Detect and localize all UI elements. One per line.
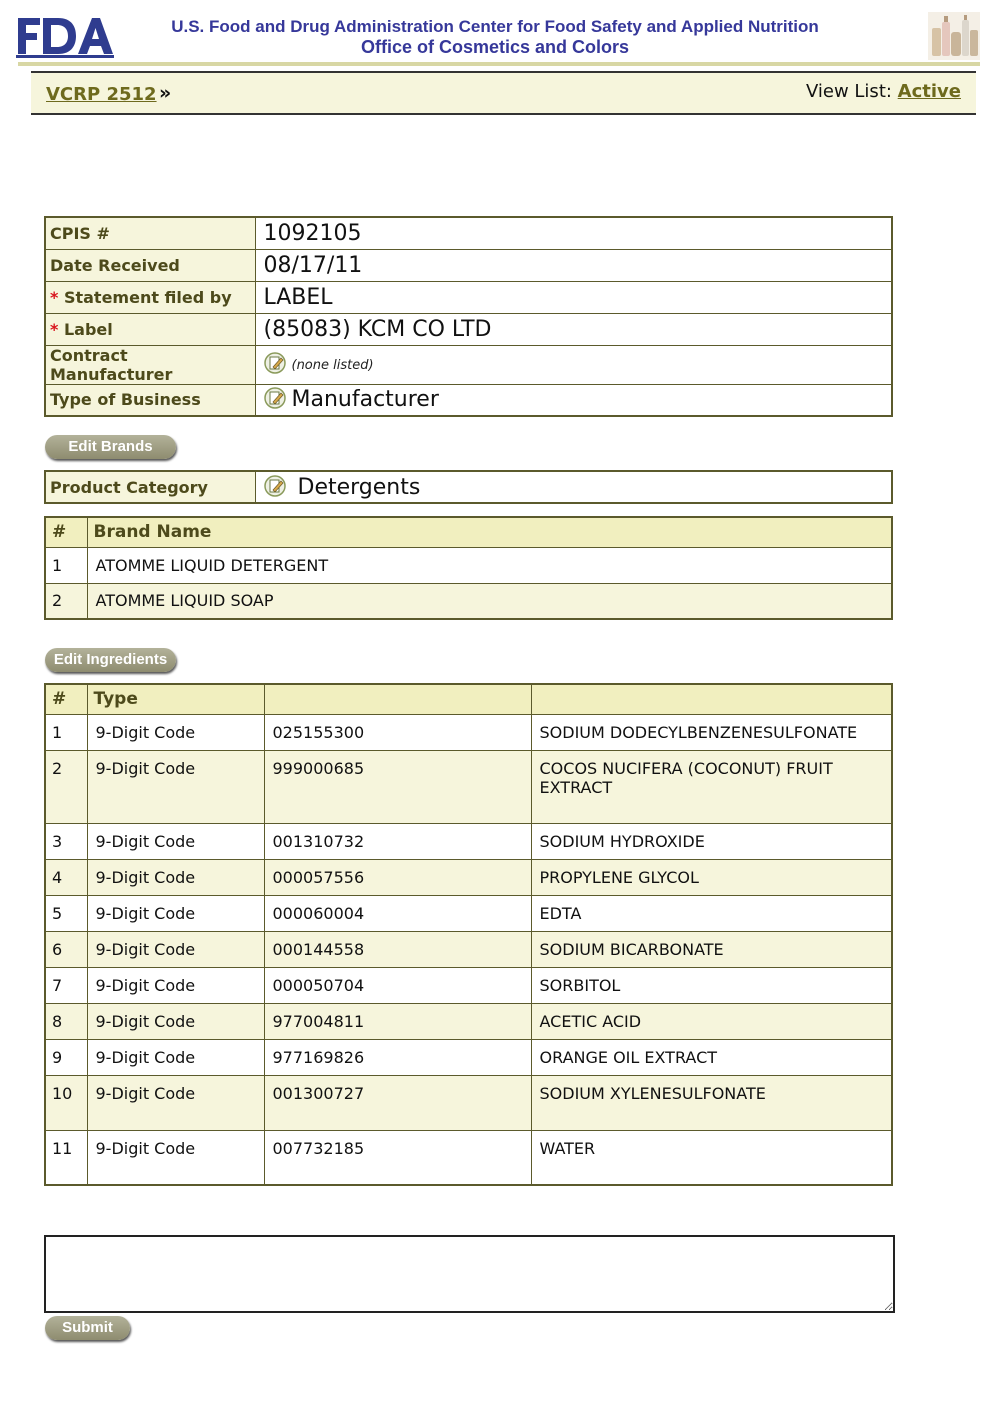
edit-icon[interactable] xyxy=(264,475,286,497)
table-row xyxy=(45,750,892,823)
ingredient-code: 000060004 xyxy=(264,895,531,931)
comment-textarea[interactable] xyxy=(44,1235,895,1313)
contract-manufacturer-value: (none listed) xyxy=(291,358,374,373)
table-row xyxy=(45,583,892,619)
table-row xyxy=(45,547,892,583)
product-category-table xyxy=(44,470,893,504)
ingredient-type: 9-Digit Code xyxy=(87,859,264,895)
cpis-row xyxy=(45,217,892,249)
brand-name: ATOMME LIQUID SOAP xyxy=(87,583,892,619)
edit-icon[interactable] xyxy=(264,352,286,374)
product-category-value: Detergents xyxy=(297,474,421,500)
type-of-business-value: Manufacturer xyxy=(291,387,439,413)
ingredient-type: 9-Digit Code xyxy=(87,931,264,967)
statement-filed-label-text: Statement filed by xyxy=(63,287,232,307)
ingredients-header-row xyxy=(45,684,892,714)
ingredient-type: 9-Digit Code xyxy=(87,1039,264,1075)
edit-brands-button[interactable]: Edit Brands xyxy=(45,435,176,459)
ingredient-number: 10 xyxy=(45,1075,87,1130)
breadcrumb-vcrp-link[interactable]: VCRP 2512 xyxy=(46,84,157,105)
fda-logo[interactable] xyxy=(16,14,114,58)
contract-manufacturer-cell xyxy=(255,345,892,384)
edit-ingredients-button[interactable]: Edit Ingredients xyxy=(45,648,176,672)
ingredient-code: 000057556 xyxy=(264,859,531,895)
ingredients-header-number: # xyxy=(45,684,87,714)
ingredient-type: 9-Digit Code xyxy=(87,823,264,859)
table-row xyxy=(45,1003,892,1039)
brands-header-row xyxy=(45,517,892,547)
table-row xyxy=(45,1039,892,1075)
table-row xyxy=(45,931,892,967)
ingredient-name: SORBITOL xyxy=(531,967,892,1003)
type-of-business-row xyxy=(45,384,892,416)
product-category-label: Product Category xyxy=(45,471,255,503)
cpis-label: CPIS # xyxy=(45,217,255,249)
ingredient-number: 4 xyxy=(45,859,87,895)
ingredient-name: ACETIC ACID xyxy=(531,1003,892,1039)
ingredient-type: 9-Digit Code xyxy=(87,1003,264,1039)
ingredient-code: 000144558 xyxy=(264,931,531,967)
table-row xyxy=(45,859,892,895)
view-list-active-link[interactable]: Active xyxy=(897,81,961,102)
ingredients-header-type: Type xyxy=(87,684,264,714)
ingredient-number: 6 xyxy=(45,931,87,967)
statement-filed-value: LABEL xyxy=(255,281,892,313)
required-marker: * xyxy=(50,319,59,339)
date-received-value: 08/17/11 xyxy=(255,249,892,281)
table-row xyxy=(45,714,892,750)
brands-header-number: # xyxy=(45,517,87,547)
edit-icon[interactable] xyxy=(264,387,286,409)
cpis-value: 1092105 xyxy=(255,217,892,249)
label-row xyxy=(45,313,892,345)
ingredient-name: SODIUM DODECYLBENZENESULFONATE xyxy=(531,714,892,750)
product-category-row xyxy=(45,471,892,503)
brand-number: 1 xyxy=(45,547,87,583)
ingredient-name: EDTA xyxy=(531,895,892,931)
ingredient-type: 9-Digit Code xyxy=(87,1130,264,1185)
product-category-cell xyxy=(255,471,892,503)
ingredient-type: 9-Digit Code xyxy=(87,714,264,750)
ingredient-name: SODIUM HYDROXIDE xyxy=(531,823,892,859)
ingredients-body xyxy=(45,714,892,1185)
ingredient-number: 9 xyxy=(45,1039,87,1075)
ingredient-code: 999000685 xyxy=(264,750,531,823)
header-divider xyxy=(18,62,980,66)
ingredient-number: 11 xyxy=(45,1130,87,1185)
ingredient-name: SODIUM XYLENESULFONATE xyxy=(531,1075,892,1130)
brands-table xyxy=(44,516,893,620)
ingredient-number: 5 xyxy=(45,895,87,931)
ingredient-code: 977169826 xyxy=(264,1039,531,1075)
date-received-row xyxy=(45,249,892,281)
cosmetics-products-image xyxy=(928,12,980,60)
ingredient-code: 977004811 xyxy=(264,1003,531,1039)
table-row xyxy=(45,823,892,859)
breadcrumb-bar xyxy=(31,71,976,115)
breadcrumb-arrow-icon: » xyxy=(159,82,172,104)
ingredient-type: 9-Digit Code xyxy=(87,895,264,931)
required-marker: * xyxy=(50,287,59,307)
brand-number: 2 xyxy=(45,583,87,619)
submit-button[interactable]: Submit xyxy=(45,1316,130,1340)
type-of-business-label: Type of Business xyxy=(45,384,255,416)
brand-name: ATOMME LIQUID DETERGENT xyxy=(87,547,892,583)
ingredients-table xyxy=(44,683,893,1186)
ingredient-code: 025155300 xyxy=(264,714,531,750)
ingredient-number: 1 xyxy=(45,714,87,750)
type-of-business-cell xyxy=(255,384,892,416)
statement-filed-label xyxy=(45,281,255,313)
office-line: Office of Cosmetics and Colors xyxy=(360,37,630,57)
ingredient-number: 8 xyxy=(45,1003,87,1039)
contract-manufacturer-row xyxy=(45,345,892,384)
ingredient-name: PROPYLENE GLYCOL xyxy=(531,859,892,895)
contract-manufacturer-label: Contract Manufacturer xyxy=(45,345,255,384)
ingredient-type: 9-Digit Code xyxy=(87,1075,264,1130)
ingredient-type: 9-Digit Code xyxy=(87,967,264,1003)
date-received-label: Date Received xyxy=(45,249,255,281)
ingredients-header-code xyxy=(264,684,531,714)
view-list-label: View List: xyxy=(805,81,892,102)
agency-line: U.S. Food and Drug Administration Center for Food Safety and Applied Nutrition xyxy=(171,17,819,36)
ingredient-number: 2 xyxy=(45,750,87,823)
record-details-table xyxy=(44,216,893,417)
ingredient-name: SODIUM BICARBONATE xyxy=(531,931,892,967)
ingredients-header-name xyxy=(531,684,892,714)
view-list xyxy=(806,81,961,102)
header-title xyxy=(150,16,840,58)
table-row xyxy=(45,1075,892,1130)
table-row xyxy=(45,967,892,1003)
ingredient-code: 001310732 xyxy=(264,823,531,859)
statement-filed-row xyxy=(45,281,892,313)
ingredient-number: 3 xyxy=(45,823,87,859)
table-row xyxy=(45,1130,892,1185)
table-row xyxy=(45,895,892,931)
ingredient-name: ORANGE OIL EXTRACT xyxy=(531,1039,892,1075)
ingredient-name: WATER xyxy=(531,1130,892,1185)
ingredient-type: 9-Digit Code xyxy=(87,750,264,823)
ingredient-code: 007732185 xyxy=(264,1130,531,1185)
brands-header-brand-name: Brand Name xyxy=(87,517,892,547)
ingredient-code: 001300727 xyxy=(264,1075,531,1130)
label-value: (85083) KCM CO LTD xyxy=(255,313,892,345)
ingredient-name: COCOS NUCIFERA (COCONUT) FRUIT EXTRACT xyxy=(531,750,892,823)
site-header xyxy=(0,0,1000,70)
label-label-text: Label xyxy=(63,319,113,339)
ingredient-number: 7 xyxy=(45,967,87,1003)
label-label xyxy=(45,313,255,345)
ingredient-code: 000050704 xyxy=(264,967,531,1003)
